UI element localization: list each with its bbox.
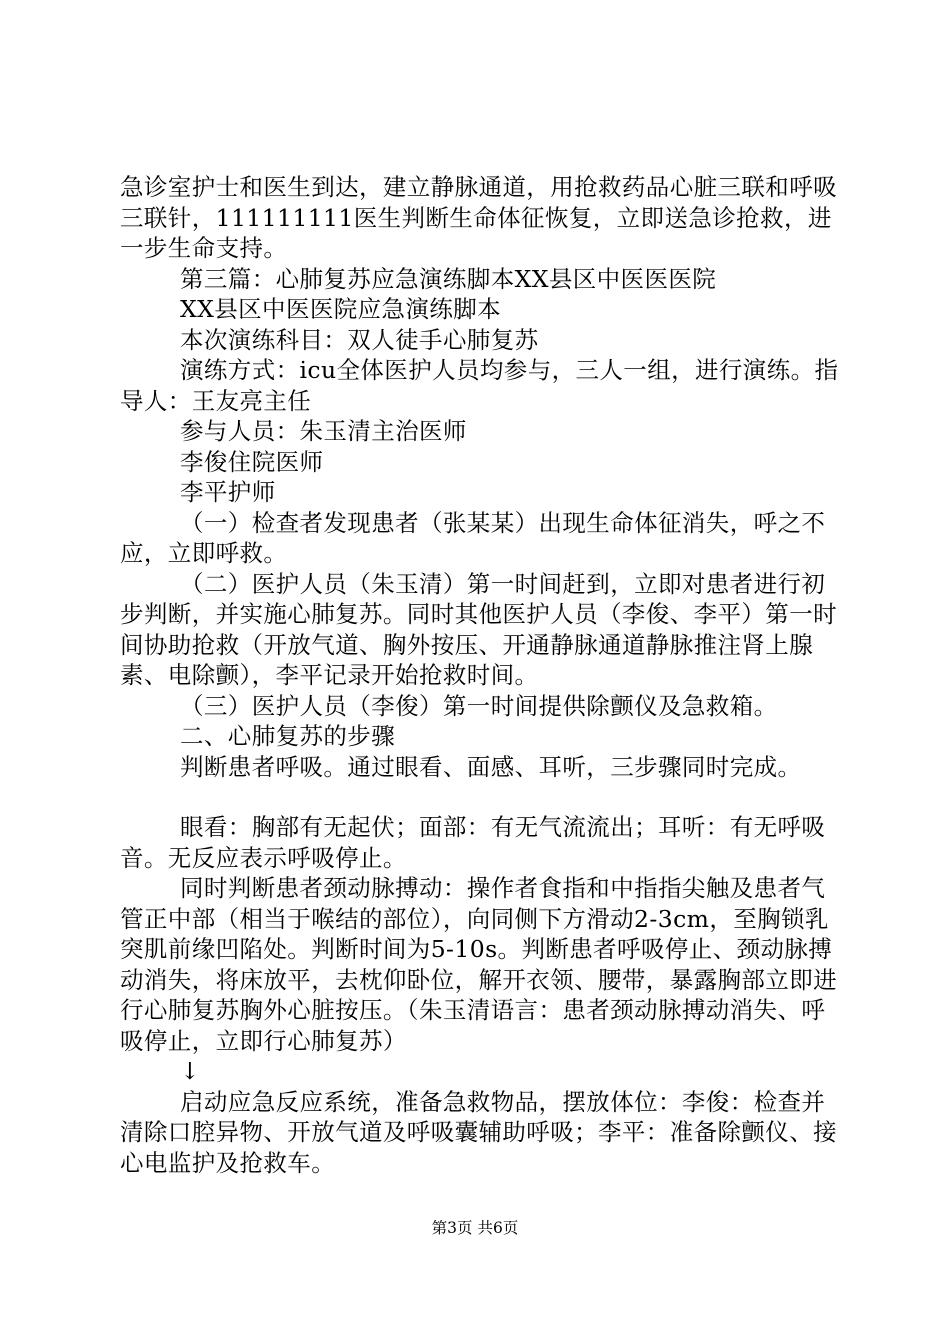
step-one: （一）检查者发现患者（张某某）出现生命体征消失，呼之不应，立即呼救。	[120, 508, 826, 567]
participant-resident: 李俊住院医师	[180, 447, 324, 476]
paragraph-emergency-arrival: 急诊室护士和医生到达，建立静脉通道，用抢救药品心脏三联和呼吸三联针，111111111医生判断生命体征恢复，立即送急诊抢救，进一步生命支持。	[120, 173, 837, 262]
step-three: （三）医护人员（李俊）第一时间提供除颤仪及急救箱。	[180, 691, 778, 720]
section-heading-chapter-three: 第三篇：心肺复苏应急演练脚本XX县区中医医医院	[180, 264, 717, 293]
participant-nurse: 李平护师	[180, 478, 276, 506]
blank-line	[120, 782, 840, 812]
look-listen-feel: 眼看：胸部有无起伏；面部：有无气流流出；耳听：有无呼吸音。无反应表示呼吸停止。	[120, 813, 826, 872]
carotid-pulse-check: 同时判断患者颈动脉搏动：操作者食指和中指指尖触及患者气管正中部（相当于喉结的部位），向同侧下方滑动2-3cm，至胸锁乳突肌前缘凹陷处。判断时间为5-10s。判断患者呼吸停止、颈动脉搏动消失，将床放平，去枕仰卧位，解开衣领、腰带，暴露胸部立即进行心肺复苏胸外心脏按压。（朱玉清语言：患者颈动脉搏动消失、呼吸停止，立即行心肺复苏）	[120, 874, 837, 1055]
activate-emergency-response: 启动应急反应系统，准备急救物品，摆放体位：李俊：检查并清除口腔异物、开放气道及呼吸囊辅助呼吸；李平：准备除颤仪、接心电监护及抢救车。	[120, 1087, 837, 1177]
script-title: XX县区中医医院应急演练脚本	[180, 295, 502, 323]
down-arrow-icon: ↓	[180, 1057, 201, 1085]
drill-subject: 本次演练科目：双人徒手心肺复苏	[180, 325, 539, 354]
assess-breathing: 判断患者呼吸。通过眼看、面感、耳听，三步骤同时完成。	[180, 752, 802, 781]
drill-method: 演练方式：icu全体医护人员均参与，三人一组，进行演练。指导人：王友亮主任	[120, 356, 839, 415]
step-two: （二）医护人员（朱玉清）第一时间赶到，立即对患者进行初步判断，并实施心肺复苏。同时其他医护人员（李俊、李平）第一时间协助抢救（开放气道、胸外按压、开通静脉通道静脉推注肾上腺素、电除颤），李平记录开始抢救时间。	[120, 569, 837, 689]
page-number-footer: 第3页 共6页	[431, 1219, 519, 1237]
document-body	[120, 172, 840, 1178]
section-heading-cpr-steps: 二、心肺复苏的步骤	[180, 722, 396, 750]
participant-primary: 参与人员：朱玉清主治医师	[180, 417, 467, 445]
